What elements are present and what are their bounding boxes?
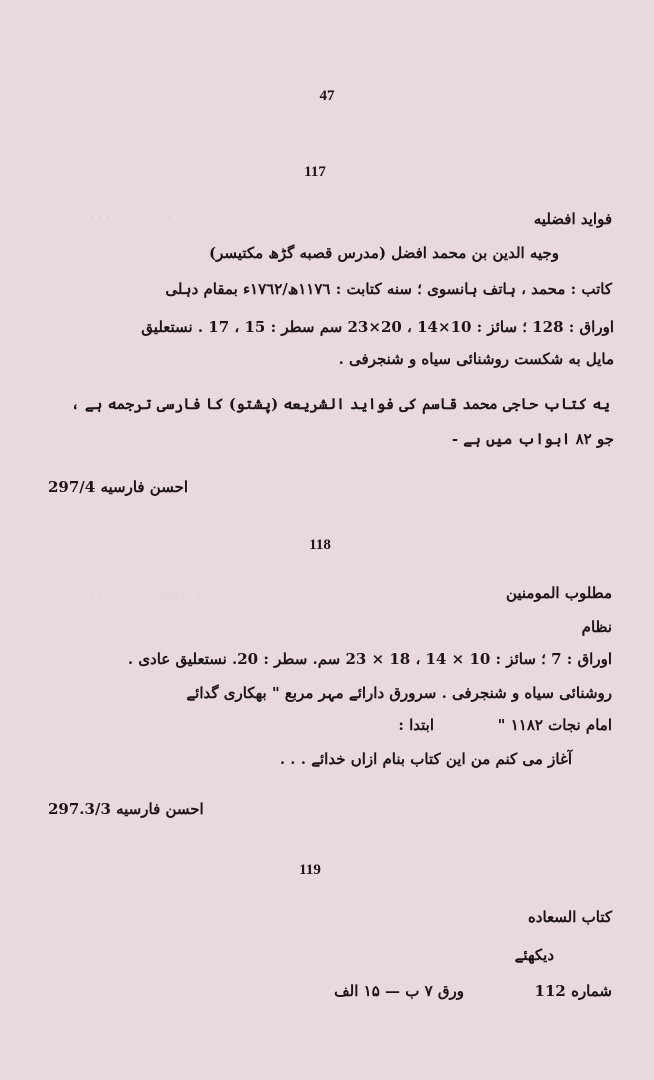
cross-reference: شماره 112 xyxy=(534,982,612,1000)
entry-see-also: دیکھئے xyxy=(514,946,554,964)
show-through-text: · · · · · · · · · · · · · · · · · · · · xyxy=(90,590,239,604)
entry-physical-description: امام نجات ۱۱۸۲ " xyxy=(497,716,612,734)
entry-author: وجیه الدین بن محمد افضل (مدرس قصبه گڑھ مکتیسر) xyxy=(209,244,559,262)
entry-note: یه کتاب حاجی محمد قاسم کی فواید الشریعه (پشتو) کا فارسی ترجمه ہے ، xyxy=(70,395,610,413)
entry-number: 119 xyxy=(299,862,321,878)
entry-author: نظام xyxy=(581,618,612,636)
entry-number: 118 xyxy=(309,537,331,553)
entry-number: 117 xyxy=(304,164,326,180)
entry-physical-description: روشنائی سیاه و شنجرفی . سرورق دارائے مہر مربع " بھکاری گدائے xyxy=(186,684,612,702)
page-number: 47 xyxy=(319,88,335,104)
entry-scribe: کاتب : محمد ، ہاتف ہانسوی ؛ سنه کتابت : ۱۱۷٦ھ/۱۷٦۲ء بمقام دہلی xyxy=(165,280,612,298)
entry-physical-description: اوراق : 7 ؛ سائز : 10 × 14 ، 18 × 23 سم. سطر : 20. نستعلیق عادی . xyxy=(127,650,612,668)
entry-opening-line: آغاز می کنم من این کتاب بنام ازاں خدائے . . . xyxy=(279,750,572,768)
entry-title: فواید افضلیه xyxy=(533,210,612,228)
entry-title: کتاب السعاده xyxy=(527,908,612,926)
entry-title: مطلوب المومنین xyxy=(505,584,612,602)
show-through-text: · · · · · · · · · · · · · · · xyxy=(60,210,171,224)
entry-reference: احسن فارسیه 297/4 xyxy=(48,478,189,496)
cross-reference-leaves: ورق ۷ ب — ۱۵ الف xyxy=(334,982,464,1000)
entry-physical-description: مایل به شکست روشنائی سیاه و شنجرفی . xyxy=(338,350,614,368)
entry-reference: احسن فارسیه 297.3/3 xyxy=(48,800,204,818)
entry-note: جو ۸۲ ابواب میں ہے - xyxy=(451,430,614,448)
entry-physical-description: اوراق : 128 ؛ سائز : 10×14 ، 20×23 سم سطر : 15 ، 17 . نستعلیق xyxy=(141,318,614,336)
opening-label: ابتدا : xyxy=(398,716,434,734)
